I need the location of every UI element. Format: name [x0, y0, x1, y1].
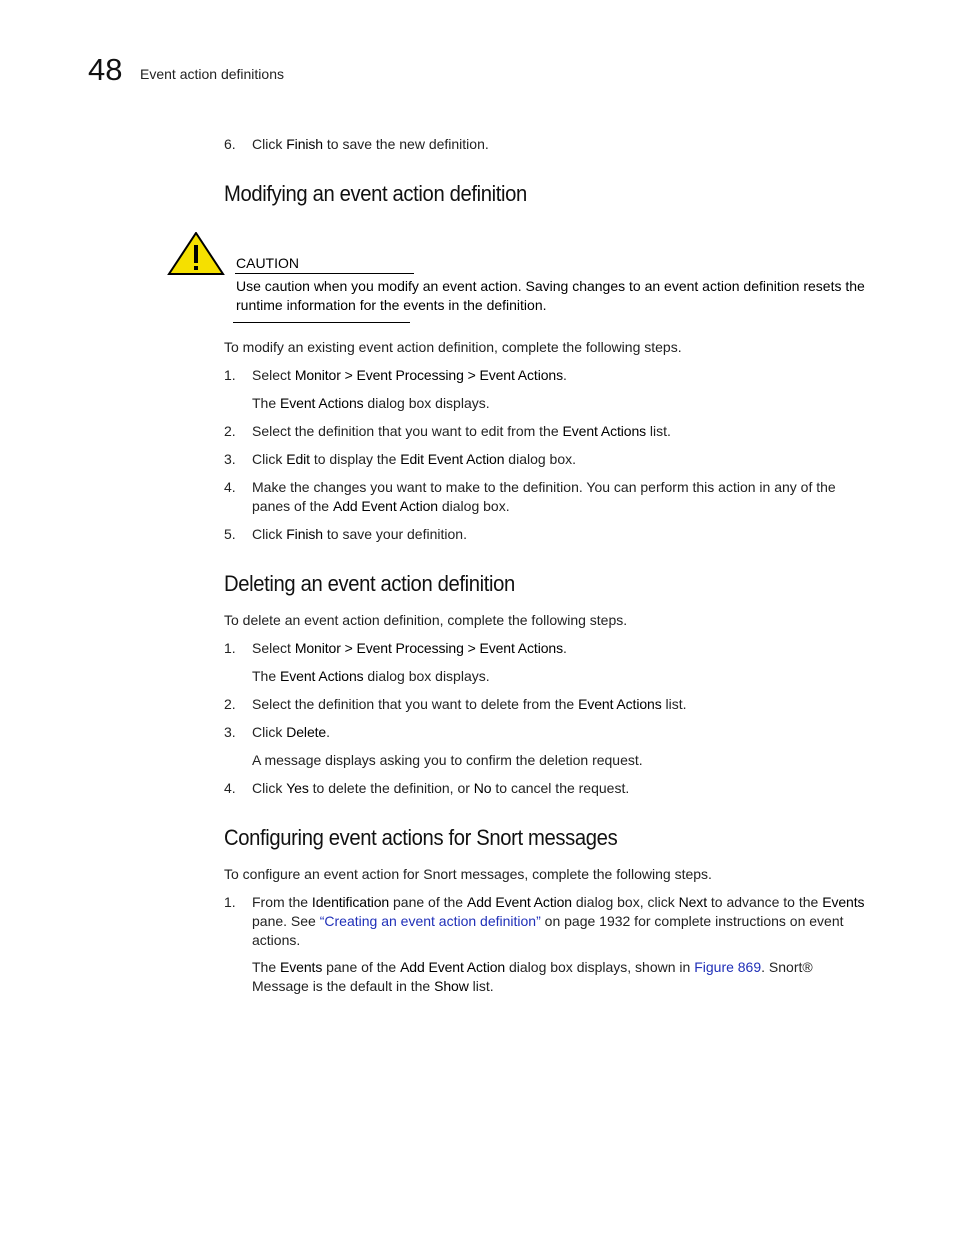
list-item: [224, 779, 870, 798]
section-heading-snort: Configuring event actions for Snort messages: [224, 825, 618, 850]
ui-term: Monitor > Event Processing > Event Actions: [294, 640, 563, 656]
ui-term: Add Event Action: [466, 894, 572, 910]
step-text: .: [562, 367, 567, 383]
step-number: 2.: [224, 423, 236, 439]
list-item: [224, 723, 870, 742]
ui-term: Add Event Action: [400, 959, 506, 975]
ui-term: Events: [280, 959, 323, 975]
ui-term: No: [473, 780, 492, 796]
cross-reference-link[interactable]: “Creating an event action definition”: [319, 913, 541, 929]
ui-term: Events: [822, 894, 865, 910]
step-note: [252, 667, 870, 686]
divider: [235, 273, 414, 274]
step-text: Click: [252, 451, 287, 467]
step-number: 2.: [224, 696, 236, 712]
ui-term: Finish: [286, 136, 323, 152]
step-text: dialog box displays.: [363, 668, 490, 684]
step-text: The: [252, 959, 281, 975]
step-text: to display the: [309, 451, 401, 467]
warning-triangle-icon: [167, 232, 225, 276]
step-text: The: [252, 395, 281, 411]
list-item: [224, 478, 870, 516]
step-note: [252, 394, 870, 413]
list-item: [224, 893, 870, 950]
step-text: to save your definition.: [322, 526, 467, 542]
step-number: 1.: [224, 640, 236, 656]
list-item: [224, 422, 870, 441]
step-text: The: [252, 668, 281, 684]
step-number: 1.: [224, 894, 236, 910]
section-heading-modify: Modifying an event action definition: [224, 181, 527, 206]
step-text: Select: [252, 640, 295, 656]
step-text: dialog box.: [437, 498, 510, 514]
step-text: Click: [252, 780, 287, 796]
ui-term: Event Actions: [578, 696, 662, 712]
chapter-number: 48: [88, 52, 123, 87]
step-text: From the: [252, 894, 312, 910]
list-item: [224, 366, 870, 385]
ui-term: Next: [678, 894, 707, 910]
step-number: 4.: [224, 780, 236, 796]
ui-term: Identification: [311, 894, 390, 910]
step-number: 1.: [224, 367, 236, 383]
paragraph: To configure an event action for Snort messages, complete the following steps.: [224, 866, 712, 882]
list-item: [224, 135, 870, 154]
step-text: Select the definition that you want to edit from the: [252, 423, 563, 439]
caution-text: Use caution when you modify an event action. Saving changes to an event action definition resets the runtime information for the events in the definition.: [236, 278, 865, 313]
step-note: A message displays asking you to confirm the deletion request.: [252, 752, 643, 768]
list-item: [224, 450, 870, 469]
step-text: list.: [646, 423, 671, 439]
step-text: pane. See: [252, 913, 320, 929]
divider: [233, 322, 410, 323]
list-item: [224, 525, 870, 544]
list-item: [224, 695, 870, 714]
step-text: Make the changes you want to make to the definition. You can perform this action in any of the panes of the: [252, 479, 836, 514]
step-text: to cancel the request.: [491, 780, 630, 796]
step-number: 3.: [224, 724, 236, 740]
ui-term: Delete: [286, 724, 327, 740]
step-text: dialog box displays, shown in: [505, 959, 695, 975]
ui-term: Add Event Action: [332, 498, 438, 514]
step-text: Click: [252, 724, 287, 740]
section-heading-delete: Deleting an event action definition: [224, 571, 515, 596]
step-text: to save the new definition.: [322, 136, 489, 152]
ui-term: Event Actions: [562, 423, 647, 439]
step-text: Click: [252, 526, 287, 542]
step-text: Select: [252, 367, 295, 383]
step-text: .: [326, 724, 330, 740]
ui-term: Monitor > Event Processing > Event Actions: [294, 367, 563, 383]
step-number: 3.: [224, 451, 236, 467]
step-text: Select the definition that you want to delete from the: [252, 696, 579, 712]
step-text: to advance to the: [707, 894, 823, 910]
ui-term: Yes: [286, 780, 309, 796]
step-text: dialog box, click: [572, 894, 679, 910]
step-text: to delete the definition, or: [308, 780, 474, 796]
ui-term: Event Actions: [280, 395, 364, 411]
step-number: 5.: [224, 526, 236, 542]
step-number: 4.: [224, 479, 236, 495]
ui-term: Edit Event Action: [400, 451, 505, 467]
ui-term: Edit: [286, 451, 310, 467]
step-number: 6.: [224, 136, 236, 152]
ui-term: Event Actions: [280, 668, 364, 684]
figure-link[interactable]: Figure 869: [694, 959, 762, 975]
list-item: [224, 639, 870, 658]
step-note: [252, 958, 870, 996]
caution-label: CAUTION: [236, 255, 299, 271]
step-text: Click: [252, 136, 287, 152]
ui-term: Show: [434, 978, 469, 994]
step-text: list.: [468, 978, 494, 994]
step-text: list.: [661, 696, 687, 712]
step-text: pane of the: [322, 959, 401, 975]
step-text: .: [562, 640, 567, 656]
step-text: . Snort® Message is the default in the: [252, 959, 813, 994]
step-text: on page 1932 for complete instructions on event actions.: [252, 913, 844, 948]
chapter-title: Event action definitions: [140, 66, 284, 82]
ui-term: Finish: [286, 526, 323, 542]
step-text: dialog box.: [504, 451, 577, 467]
step-text: pane of the: [389, 894, 467, 910]
step-text: dialog box displays.: [363, 395, 490, 411]
paragraph: To delete an event action definition, complete the following steps.: [224, 612, 628, 628]
paragraph: To modify an existing event action definition, complete the following steps.: [224, 339, 682, 355]
